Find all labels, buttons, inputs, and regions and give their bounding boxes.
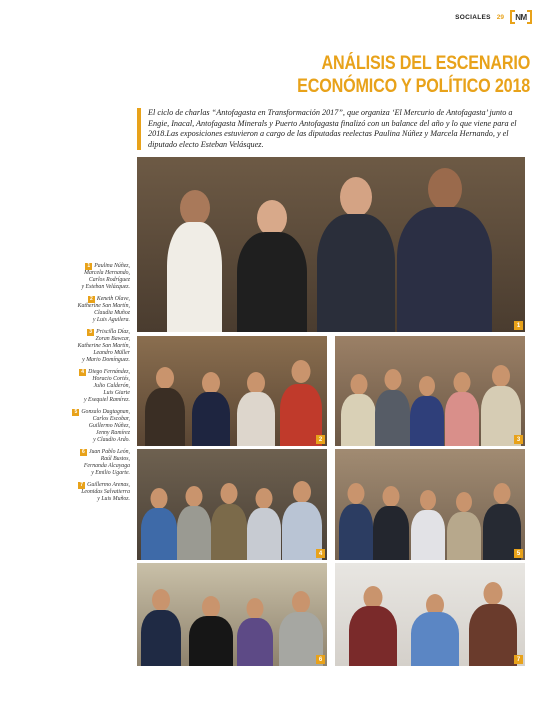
- caption-number: 4: [79, 369, 86, 376]
- title-line-1: ANÁLISIS DEL ESCENARIO: [321, 53, 530, 74]
- photo-number-badge: 1: [514, 321, 523, 330]
- caption-number: 2: [88, 296, 95, 303]
- photo-6: [137, 563, 327, 666]
- caption-4: 4 Diego Fernández, Horacio Cortés, Julio Calderón, Luis Giarte y Esequiel Ramírez.: [60, 369, 130, 404]
- logo-letters: NM: [515, 12, 527, 22]
- photo-number-badge: 4: [316, 549, 325, 558]
- magazine-logo: [510, 10, 532, 24]
- page-number: 29: [496, 13, 504, 21]
- photo-3: [335, 336, 525, 446]
- caption-3: 3 Priscilla Díaz, Zoran Bawcar, Katherine San Martín, Leandro Müller y Mario Domínguez.: [77, 329, 130, 363]
- caption-1: 1 Paulina Núñez, Marcela Hernando, Carlos Rodríguez y Esteban Velázquez.: [81, 263, 130, 290]
- caption-number: 6: [80, 449, 87, 456]
- caption-6: 6 Juan Pablo León, Raúl Bustos, Fernanda Alcayaga y Emilio Ugarte.: [60, 449, 130, 477]
- photo-number-badge: 7: [514, 655, 523, 664]
- caption-number: 5: [72, 409, 79, 416]
- photo-captions: [60, 263, 130, 508]
- photo-5: [335, 449, 525, 560]
- caption-number: 7: [78, 482, 85, 489]
- caption-number: 1: [85, 263, 92, 270]
- caption-7: 7 Guillermo Arenas, Leonidas Salvatierra y Luis Muñoz.: [60, 482, 130, 503]
- photo-7: [335, 563, 525, 666]
- article-intro: El ciclo de charlas “Antofagasta en Transformación 2017”, que organiza ‘El Mercurio de Antofagasta’ junto a Engie, Inacal, Antofagasta Minerals y Puerto Antofagasta finalizó con un balance del año y lo que viene para el 2018.Las exposiciones estuvieron a cargo de las diputadas reelectas Paulina Núñez y Marcela Hernando, y el diputado electo Esteban Velásquez.: [137, 108, 527, 150]
- article-title: [297, 52, 530, 98]
- photo-number-badge: 5: [514, 549, 523, 558]
- photo-number-badge: 2: [316, 435, 325, 444]
- page-header: [455, 10, 532, 24]
- photo-number-badge: 6: [316, 655, 325, 664]
- photo-2: [137, 336, 327, 446]
- photo-4: [137, 449, 327, 560]
- caption-2: 2 Keneth Olave, Katherine San Martín, Claudia Muñoz y Luis Aguilera.: [77, 296, 130, 323]
- title-line-2: ECONÓMICO Y POLÍTICO 2018: [297, 76, 530, 97]
- photo-number-badge: 3: [514, 435, 523, 444]
- caption-number: 3: [87, 329, 94, 336]
- section-label: SOCIALES: [455, 13, 491, 21]
- photo-1: [137, 157, 525, 332]
- caption-5: 5 Gonzalo Dagtagnan, Carlos Escobar, Guillermo Núñez, Jenny Ramírez y Claudio Ardo.: [60, 409, 130, 444]
